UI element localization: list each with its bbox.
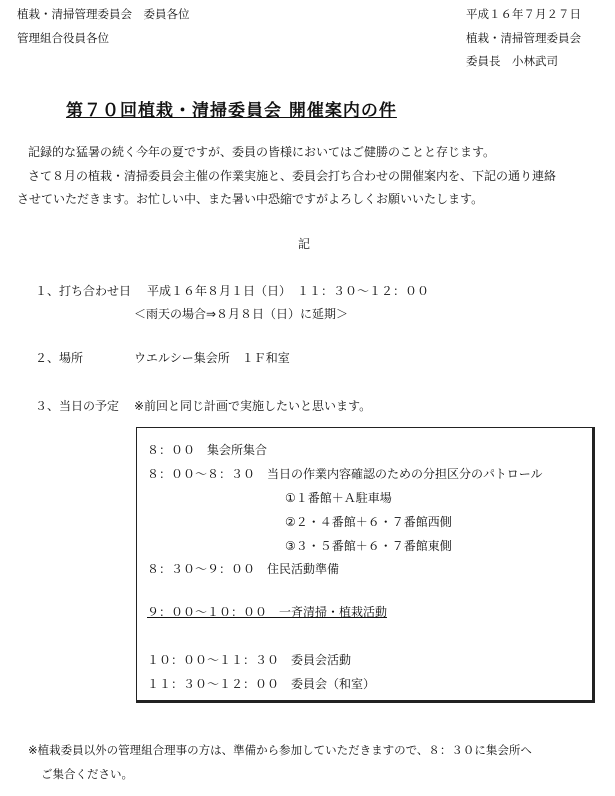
ki-heading: 記 [298,237,311,251]
addressee-line-2: 管理組合役員各位 [17,31,109,45]
page-title: 第７０回植栽・清掃委員会 開催案内の件 [66,101,397,121]
item-3-label: ３、当日の予定 [35,399,120,413]
schedule-row-2: ８：００〜８：３０ 当日の作業内容確認のための分担区分のパトロール [147,467,543,481]
addressee-line-1: 植栽・清掃管理委員会 委員各位 [17,7,190,21]
item-1-note: ＜雨天の場合⇒８月８日（日）に延期＞ [134,307,349,321]
schedule-sub-1: ①１番館＋Ａ駐車場 [285,491,392,505]
schedule-row-6: １１：３０〜１２：００ 委員会（和室） [147,677,376,691]
document-date: 平成１６年７月２７日 [466,7,581,21]
footer-note-line-1: ※植栽委員以外の管理組合理事の方は、準備から参加していただきますので、８：３０に集会所へ [28,743,532,757]
footer-note-line-2: ご集合ください。 [41,767,133,781]
item-2-value: ウエルシー集会所 １Ｆ和室 [134,351,290,365]
item-1-label: １、打ち合わせ日 [35,284,132,298]
greeting-paragraph: 記録的な猛暑の続く今年の夏ですが、委員の皆様においてはご健勝のことと存じます。 [28,145,496,159]
schedule-row-3: ８：３０〜９：００ 住民活動準備 [147,562,340,576]
item-2-label: ２、場所 [35,351,84,365]
schedule-row-4: ９：００〜１０：００ 一斉清掃・植栽活動 [147,605,388,619]
sender-line-2: 委員長 小林武司 [466,54,558,68]
item-3-value: ※前回と同じ計画で実施したいと思います。 [134,399,372,413]
schedule-sub-2: ②２・４番館＋６・７番館西側 [285,515,452,529]
schedule-row-1: ８：００ 集会所集合 [147,443,268,457]
announcement-line-1: さて８月の植栽・清掃委員会主催の作業実施と、委員会打ち合わせの開催案内を、下記の通り連絡 [28,169,557,183]
sender-line-1: 植栽・清掃管理委員会 [466,31,581,45]
announcement-line-2: させていただきます。お忙しい中、また暑い中恐縮ですがよろしくお願いいたします。 [17,192,484,206]
schedule-row-5: １０：００〜１１：３０ 委員会活動 [147,653,352,667]
item-1-value: 平成１６年８月１日（日） １１：３０〜１２：００ [147,284,430,298]
schedule-sub-3: ③３・５番館＋６・７番館東側 [285,539,452,553]
